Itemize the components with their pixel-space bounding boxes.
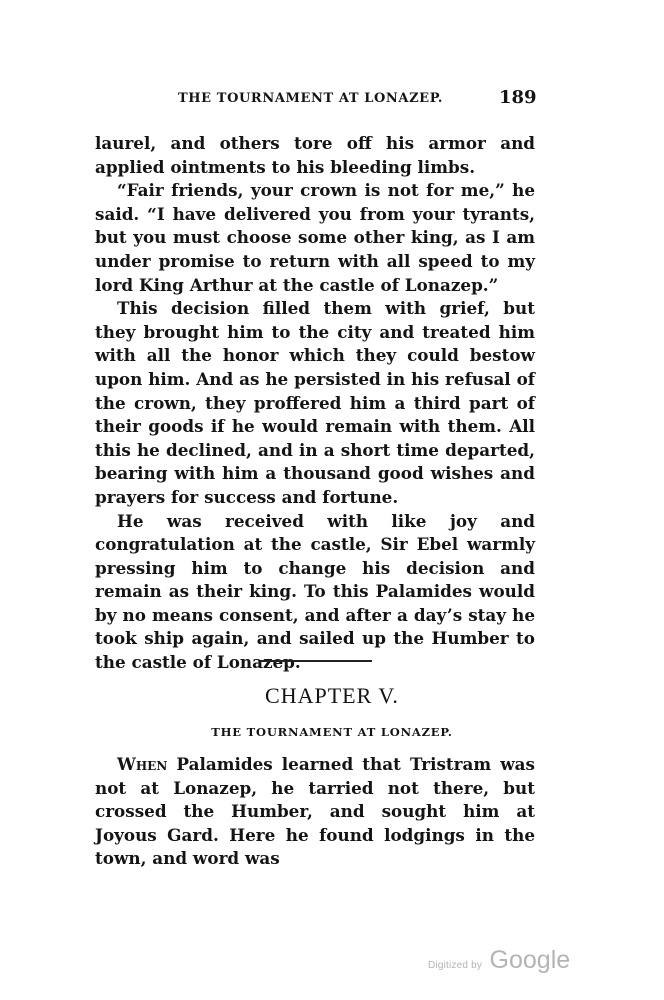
paragraph: “Fair friends, your crown is not for me,” he said. “I have delivered you from your tyrants, but you must choose some other king, as I am under promise to return with all speed to my lord King Arthur at the castle of Lonazep.” [95, 180, 535, 295]
paragraph: laurel, and others tore off his armor and applied ointments to his bleeding limbs. [95, 133, 535, 177]
chapter-title: CHAPTER V. [265, 683, 399, 708]
digitized-by-google-watermark [428, 946, 570, 975]
chapter-body-text [95, 753, 535, 871]
paragraph: He was received with like joy and congratulation at the castle, Sir Ebel warmly pressing him to change his decision and remain as their king. To this Palamides would by no means consent, and after a day’s stay he took ship again, and sailed up the Humber to the castle of Lonazep. [95, 510, 535, 673]
chapter-opening-paragraph [95, 753, 535, 871]
paragraph: This decision filled them with grief, but they brought him to the city and treated him with all the honor which they could bestow upon him. And as he persisted in his refusal of the crown, they proffered him a third part of their goods if he would remain with them. All this he declined, and in a short time departed, bearing with him a thousand good wishes and prayers for success and fortune. [95, 298, 535, 507]
watermark-prefix: Digitized by [428, 960, 483, 971]
paragraph-text: Palamides learned that Tristram was not at Lonazep, he tarried not there, but crossed the Humber, and sought him at Joyous Gard. Here he found lodgings in the town, and word was [95, 754, 535, 869]
section-divider [260, 660, 372, 662]
chapter-subtitle: THE TOURNAMENT AT LONAZEP. [211, 725, 453, 739]
page-number: 189 [499, 87, 537, 108]
running-title: THE TOURNAMENT AT LONAZEP. [178, 91, 444, 106]
lead-word: When [117, 754, 168, 774]
google-logo: Google [489, 946, 571, 974]
body-text [95, 132, 535, 675]
